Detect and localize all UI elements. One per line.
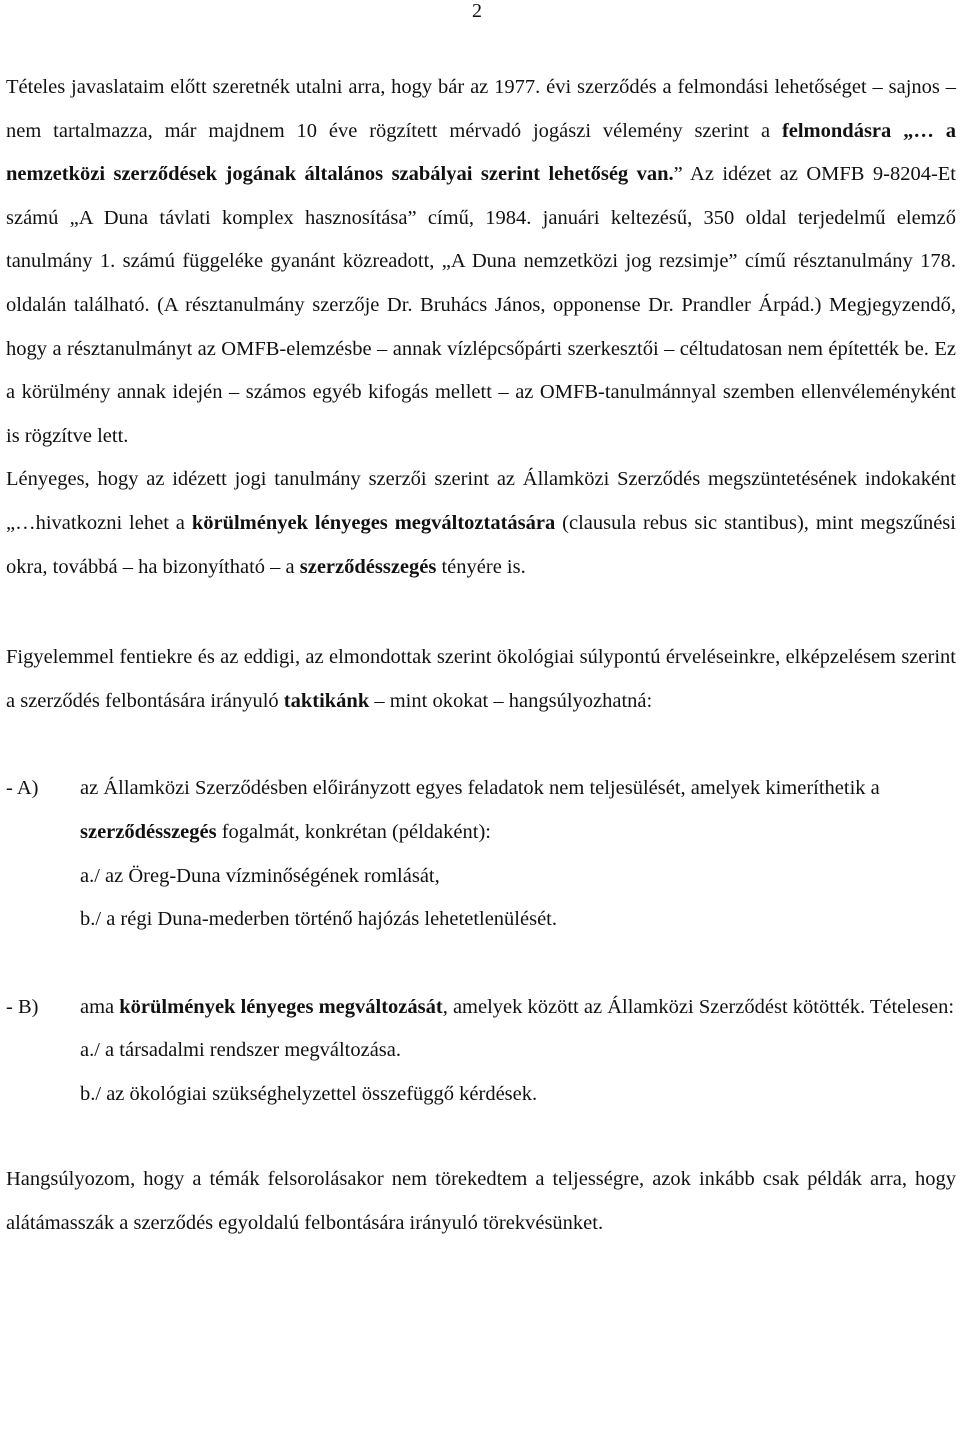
text-run: ama	[80, 995, 120, 1018]
text-run: , amelyek között az Államközi Szerződést kötötték. Tételesen:	[442, 995, 955, 1018]
list-item-a	[6, 767, 956, 941]
bold-run: taktikánk	[283, 689, 370, 712]
text-run: Lényeges, hogy az idézett jogi tanulmány szerzői szerint az Államközi Szerződés megszüntetésének indokaként „…hivatkozni lehet a	[6, 468, 956, 534]
list-label: - A)	[6, 777, 39, 800]
document-body	[6, 66, 956, 1246]
bold-run: körülmények lényeges megváltozását	[119, 995, 443, 1018]
bold-run: szerződésszegés	[299, 555, 437, 578]
text-run: – mint okokat – hangsúlyozhatná:	[369, 689, 653, 712]
sub-item: a./ a társadalmi rendszer megváltozása.	[80, 1039, 402, 1062]
list-label: - B)	[6, 995, 39, 1018]
sub-item: a./ az Öreg-Duna vízminőségének romlását,	[80, 864, 440, 887]
paragraph-closing	[6, 1158, 956, 1245]
bold-run: szerződésszegés	[80, 820, 217, 843]
page-number: 2	[472, 0, 482, 22]
list-body	[80, 767, 956, 941]
list-item-b	[6, 986, 956, 1117]
bold-run: felmondásra „… a nemzetközi szerződések jogának általános szabályai szerint lehetőség van.	[6, 119, 957, 186]
list-text	[80, 767, 956, 854]
text-run: Tételes javaslataim előtt szeretnék utalni arra, hogy bár az 1977. évi szerződés a felmondási lehetőséget – sajnos – nem tartalmazza, már majdnem 10 éve rögzített mérvadó jogászi vélemény szerint a	[6, 76, 956, 142]
paragraph-legal	[6, 458, 956, 589]
bold-run: körülmények lényeges megváltoztatására	[191, 511, 556, 534]
paragraph-intro	[6, 66, 956, 458]
text-run: fogalmát, konkrétan (példaként):	[216, 820, 491, 843]
list-body	[80, 986, 956, 1117]
text-run: ” Az idézet az OMFB 9-8204-Et számú „A Duna távlati komplex hasznosítása” című, 1984. januári keltezésű, 350 oldal terjedelmű elemző tanulmány 1. számú függeléke gyanánt közreadott, „A Duna nemzetközi jog rezsimje” című résztanulmány 178. oldalán található. (A résztanulmány szerzője Dr. Bruhács János, opponense Dr. Prandler Árpád.) Megjegyzendő, hogy a résztanulmányt az OMFB-elemzésbe – annak vízlépcsőpárti szerkesztői – céltudatosan nem építették be. Ez a körülmény annak idején – számos egyéb kifogás mellett – az OMFB-tanulmánnyal szemben ellenvéleményként is rögzítve lett.	[6, 163, 956, 447]
sub-item: b./ az ökológiai szükséghelyzettel összefüggő kérdések.	[80, 1082, 538, 1105]
paragraph-tactics	[6, 636, 956, 723]
text-run: Hangsúlyozom, hogy a témák felsorolásakor nem törekedtem a teljességre, azok inkább csak példák arra, hogy alátámasszák a szerződés egyoldalú felbontására irányuló törekvésünket.	[6, 1168, 956, 1235]
sub-item: b./ a régi Duna-mederben történő hajózás lehetetlenülését.	[80, 908, 557, 931]
list-text	[80, 986, 956, 1030]
text-run: (clausula rebus sic stantibus), mint megszűnési okra, továbbá – ha bizonyítható – a	[6, 511, 956, 578]
text-run: az Államközi Szerződésben előirányzott egyes feladatok nem teljesülését, amelyek kimeríthetik a	[80, 777, 880, 800]
text-run: Figyelemmel fentiekre és az eddigi, az elmondottak szerint ökológiai súlypontú érveléseinkre, elképzelésem szerint a szerződés felbontására irányuló	[6, 646, 956, 712]
text-run: tényére is.	[436, 555, 526, 578]
